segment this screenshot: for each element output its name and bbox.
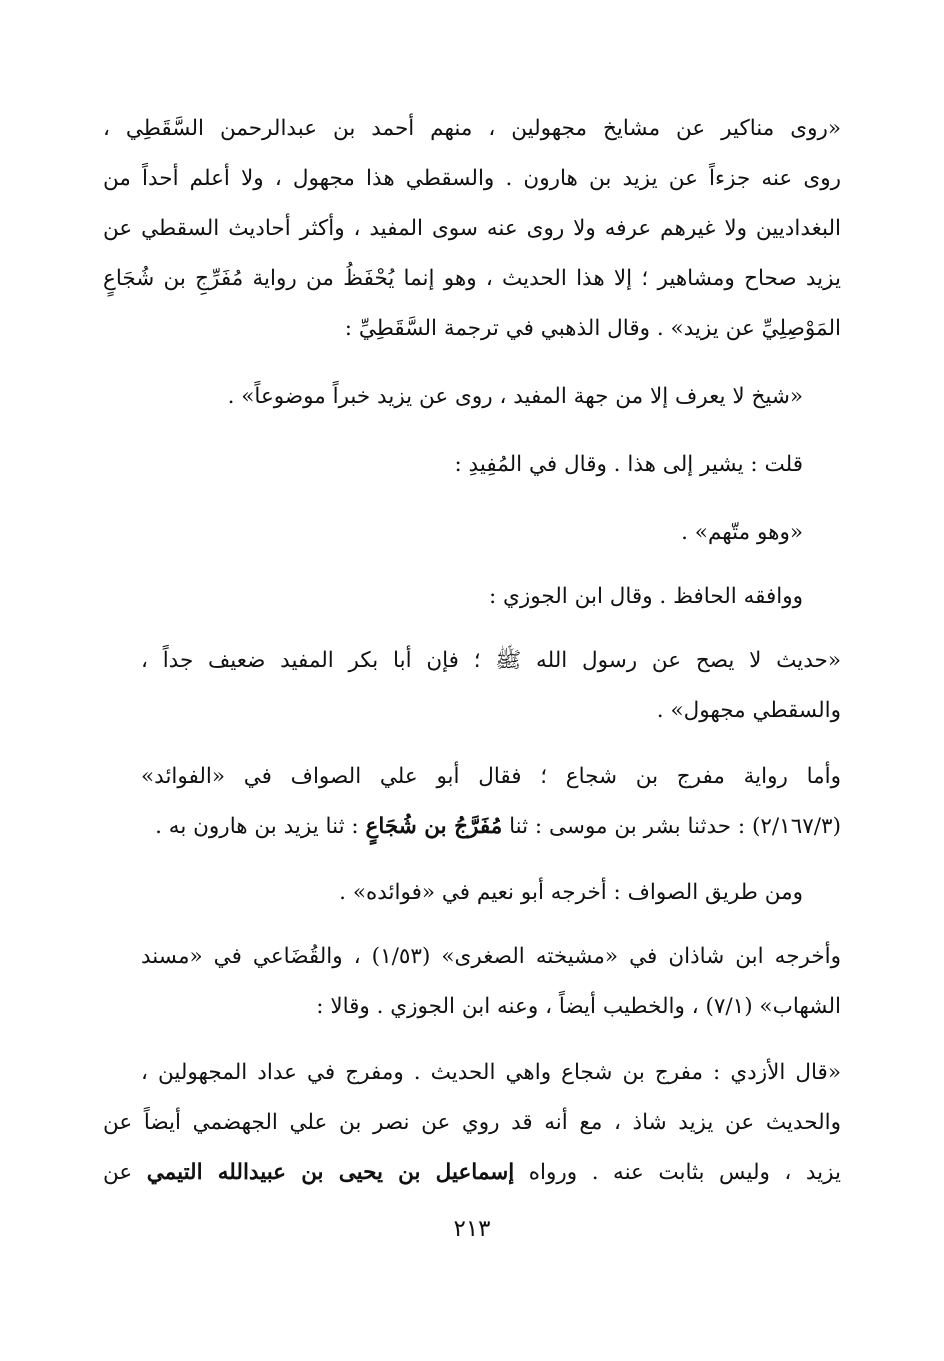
text-line-wafaqahu: ووافقه الحافظ . وقال ابن الجوزي : (488, 584, 803, 609)
narrator-name-ismail: إسماعيل بن يحيى بن عبيدالله التيمي (146, 1160, 515, 1185)
narration-part-3: يزيد ، وليس بثابت عنه . ورواه (528, 1160, 841, 1185)
quote-line-jawzi-1: «حديث لا يصح عن رسول الله ﷺ ؛ فإن أبا بكر المفيد ضعيف جداً ، (141, 648, 841, 673)
narrator-name-mufarraj: مُفَرَّجُ بن شُجَاعٍ (365, 814, 503, 839)
text-line-shadhan-1: وأخرجه ابن شاذان في «مشيخته الصغرى» (١/٥٣) ، والقُضَاعي في «مسند (141, 944, 841, 969)
text-line-3: البغداديين ولا غيرهم عرفه ولا روى عنه سوى المفيد ، وأكثر أحاديث السقطي عن (103, 216, 841, 241)
text-line-mufarrij-1: وأما رواية مفرج بن شجاع ؛ فقال أبو علي الصواف في «الفوائد» (141, 764, 841, 789)
text-line-4: يزيد صحاح ومشاهير ؛ إلا هذا الحديث ، وهو إنما يُحْفَظُ من رواية مُفَرِّجِ بن شُجَاعٍ (103, 266, 841, 291)
quote-line-dhahabi: «شيخ لا يعرف إلا من جهة المفيد ، روى عن يزيد خبراً موضوعاً» . (227, 384, 803, 409)
quote-line-azdi-3 (103, 1158, 841, 1192)
text-line-qultu: قلت : يشير إلى هذا . وقال في المُفِيدِ : (454, 452, 803, 477)
text-line-5: المَوْصِلِيِّ عن يزيد» . وقال الذهبي في ترجمة السَّقَطِيِّ : (344, 316, 841, 341)
page-number: ٢١٣ (453, 1216, 491, 1242)
text-line-mufarrij-2 (103, 812, 841, 846)
text-line-2: روى عنه جزءاً عن يزيد بن هارون . والسقطي هذا مجهول ، ولا أعلم أحداً من (103, 166, 841, 191)
narration-part-4: عن (103, 1160, 133, 1185)
text-line-shadhan-2: الشهاب» (٧/١) ، والخطيب أيضاً ، وعنه ابن الجوزي . وقالا : (316, 994, 841, 1019)
text-line-sawwaf: ومن طريق الصواف : أخرجه أبو نعيم في «فوائده» . (339, 880, 803, 905)
quote-line-azdi-2: والحديث عن يزيد شاذ ، مع أنه قد روي عن نصر بن علي الجهضمي أيضاً عن (103, 1110, 841, 1135)
narration-part-1: حدثنا بشر بن موسى : ثنا (509, 814, 732, 839)
quote-line-jawzi-2: والسقطي مجهول» . (656, 698, 841, 723)
quote-line-muttaham: «وهو متّهم» . (681, 520, 803, 545)
quote-line-azdi-1: «قال الأزدي : مفرج بن شجاع واهي الحديث . ومفرج في عداد المجهولين ، (141, 1060, 841, 1085)
text-line-1: «روى مناكير عن مشايخ مجهولين ، منهم أحمد بن عبدالرحمن السَّقَطِي ، (103, 116, 841, 141)
narration-part-2: : ثنا يزيد بن هارون به . (155, 814, 359, 839)
reference-number: (٢/١٦٧/٣) : (737, 814, 841, 839)
